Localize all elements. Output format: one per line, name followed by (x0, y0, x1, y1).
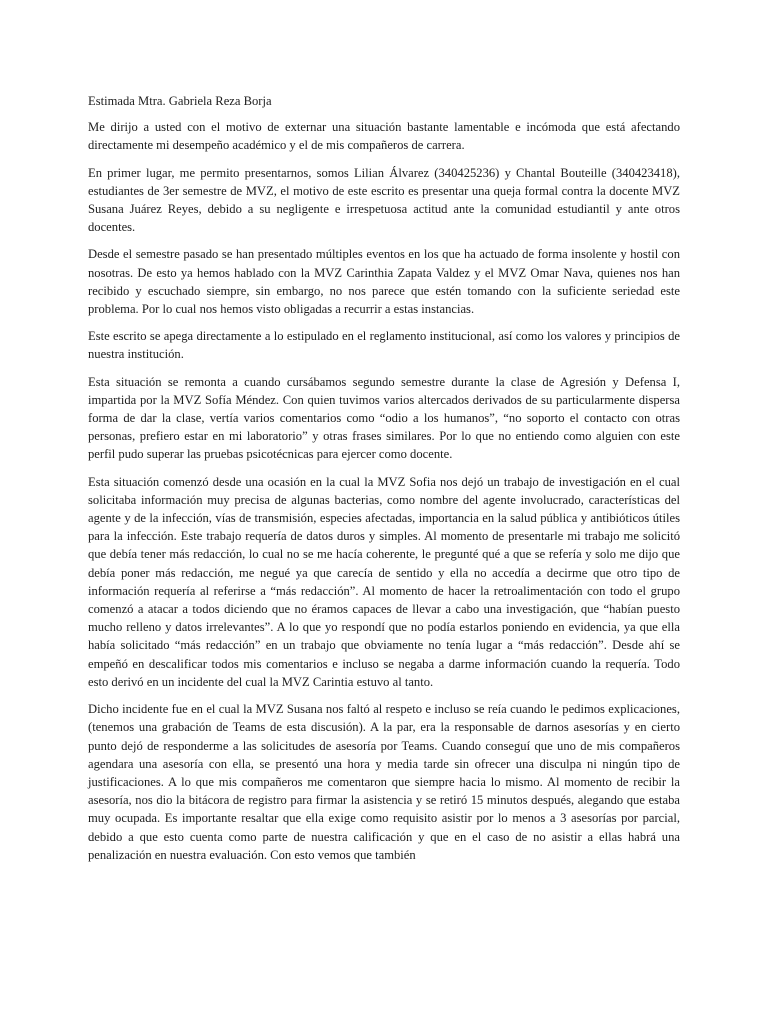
paragraph-incident: Dicho incidente fue en el cual la MVZ Susana nos faltó al respeto e incluso se reía cuando le pedimos explicaciones, (tenemos una grabación de Teams de esta discusión). A la par, era la responsable de darnos asesorías y en cierto punto dejó de responderme a las solicitudes de asesoría por Teams. Cuando conseguí que uno de mis compañeros agendara una asesoría con ella, se presentó una hora y media tarde sin ofrecer una disculpa ni ningún tipo de justificaciones. A lo que mis compañeros me comentaron que siempre hacia lo mismo. Al momento de recibir la asesoría, nos dio la bitácora de registro para firmar la asistencia y se retiró 15 minutos después, alegando que estaba muy ocupada. Es importante resaltar que ella exige como requisito asistir por lo menos a 3 asesorías por parcial, debido a que esto cuenta como parte de nuestra calificación y que en el caso de no asistir a ellas habrá una penalización en nuestra evaluación. Con esto vemos que también (88, 702, 680, 862)
paragraph-origin: Esta situación se remonta a cuando cursábamos segundo semestre durante la clase de Agresión y Defensa I, impartida por la MVZ Sofía Méndez. Con quien tuvimos varios altercados derivados de su particularmente dispersa forma de dar la clase, vertía varios comentarios como “odio a los humanos”, “no soporto el contacto con otras personas, prefiero estar en mi laboratorio” y otras frases similares. Por lo que no entiendo como alguien con este perfil pudo superar las pruebas psicotécnicas para ejercer como docente. (88, 374, 680, 462)
paragraph-background: Desde el semestre pasado se han presentado múltiples eventos en los que ha actuado de forma insolente y hostil con nosotras. De esto ya hemos hablado con la MVZ Carinthia Zapata Valdez y el MVZ Omar Nava, quienes nos han recibido y escuchado siempre, sin embargo, no nos parece que estén tomando con la suficiente seriedad este problema. Por lo cual nos hemos visto obligadas a recurrir a estas instancias. (88, 247, 680, 317)
paragraph-presentation: En primer lugar, me permito presentarnos, somos Lilian Álvarez (340425236) y Chantal Bouteille (340423418), estudiantes de 3er semestre de MVZ, el motivo de este escrito es presentar una queja formal contra la docente MVZ Susana Juárez Reyes, debido a su negligente e irrespetuosa actitud ante la comunidad estudiantil y ante otros docentes. (88, 165, 680, 235)
paragraph-regulations: Este escrito se apega directamente a lo estipulado en el reglamento institucional, así como los valores y principios de nuestra institución. (88, 329, 680, 362)
paragraph-investigation: Esta situación comenzó desde una ocasión en la cual la MVZ Sofia nos dejó un trabajo de investigación en el cual solicitaba información muy precisa de algunas bacterias, como nombre del agente involucrado, características del agente y de la infección, vías de transmisión, especies afectadas, importancia en la salud pública y antibióticos útiles para la infección. Este trabajo requería de datos duros y simples. Al momento de presentarle mi trabajo me solicitó que debía tener más redacción, lo cual no se me hacía coherente, le pregunté qué a que se refería y solo me dijo que debía poner más redacción, me negué ya que carecía de sentido y ella no accedía a decirme que otro tipo de información requería al referirse a “más redacción”. Al momento de hacer la retroalimentación con todo el grupo comenzó a atacar a todos diciendo que no éramos capaces de llevar a cabo una investigación, que “habían puesto mucho relleno y datos irrelevantes”. A lo que yo respondí que no podía estarlos poniendo en evidencia, ya que ella había solicitado “más redacción” en un trabajo que obviamente no tenía lugar a “más redacción”. Desde ahí se empeñó en descalificar todos mis comentarios e incluso se negaba a darme información cuando la requería. Todo esto derivó en un incidente del cual la MVZ Carintia estuvo al tanto. (88, 474, 680, 689)
letter-greeting: Estimada Mtra. Gabriela Reza Borja (88, 94, 272, 108)
paragraph-intro: Me dirijo a usted con el motivo de externar una situación bastante lamentable e incómoda que está afectando directamente mi desempeño académico y el de mis compañeros de carrera. (88, 120, 680, 153)
